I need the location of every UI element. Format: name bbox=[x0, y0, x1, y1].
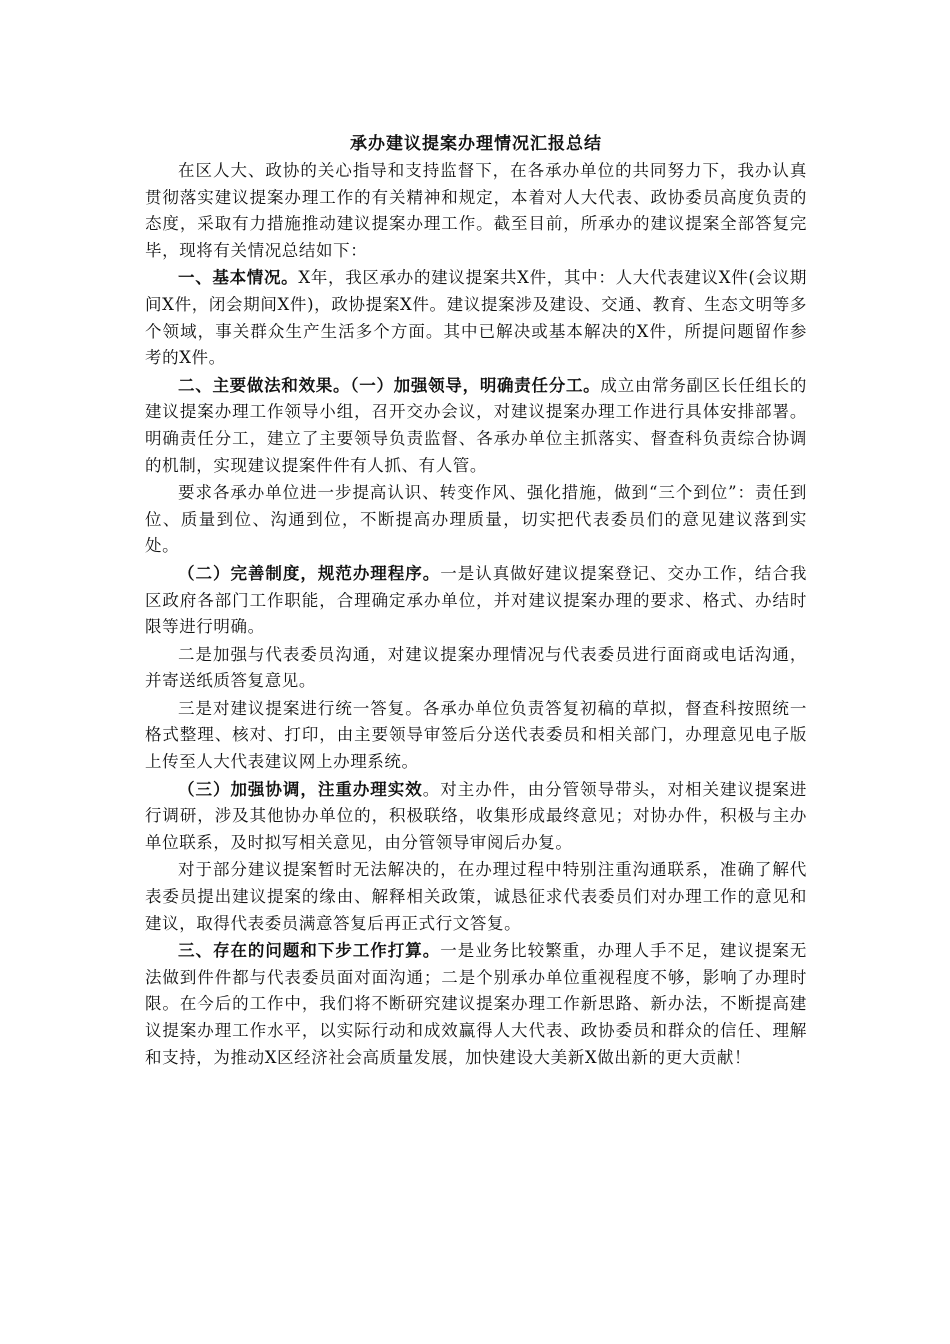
paragraph-basic-situation bbox=[145, 265, 807, 371]
document-title: 承办建议提案办理情况汇报总结 bbox=[350, 134, 602, 154]
paragraph-text: 一是认真做好建议提案登记、交办工作，结合我区政府各部门工作职能，合理确定承办单位，并对建议提案办理的要求、格式、办结时限等进行明确。 bbox=[145, 563, 808, 637]
paragraph-improve-system bbox=[145, 561, 807, 641]
paragraph-text: X年，我区承办的建议提案共X件，其中：人大代表建议X件(会议期间X件，闭会期间X件)，政协提案X件。建议提案涉及建设、交通、教育、生态文明等多个领域，事关群众生产生活多个方面。其中已解决或基本解决的X件，所提问题留作参考的X件。 bbox=[145, 268, 808, 368]
paragraph-text: 一是业务比较繁重，办理人手不足，建议提案无法做到件件都与代表委员面对面沟通；二是个别承办单位重视程度不够，影响了办理时限。在今后的工作中，我们将不断研究建议提案办理工作新思路、新办法，不断提高建议提案办理工作水平，以实际行动和成效赢得人大代表、政协委员和群众的信任、理解和支持，为推动X区经济社会高质量发展，加快建设大美新X做出新的更大贡献！ bbox=[145, 941, 808, 1067]
paragraph-communication bbox=[145, 642, 807, 695]
paragraph-unified-reply bbox=[145, 696, 807, 776]
paragraph-unresolved bbox=[145, 857, 807, 937]
paragraph-three-in-place bbox=[145, 480, 807, 560]
paragraph-lead: 二、主要做法和效果。（一）加强领导，明确责任分工。 bbox=[178, 375, 601, 395]
paragraph-lead: （三）加强协调，注重办理实效 bbox=[178, 779, 423, 799]
paragraph-intro bbox=[145, 158, 807, 264]
paragraph-text: 在区人大、政协的关心指导和支持监督下，在各承办单位的共同努力下，我办认真贯彻落实建议提案办理工作的有关精神和规定，本着对人大代表、政协委员高度负责的态度，采取有力措施推动建议提案办理工作。截至目前，所承办的建议提案全部答复完毕，现将有关情况总结如下： bbox=[145, 161, 807, 260]
paragraph-problems-plans bbox=[145, 938, 807, 1071]
paragraph-text: 对于部分建议提案暂时无法解决的，在办理过程中特别注重沟通联系，准确了解代表委员提出建议提案的缘由、解释相关政策，诚恳征求代表委员们对办理工作的意见和建议，取得代表委员满意答复后再正式行文答复。 bbox=[145, 860, 807, 933]
paragraph-lead: 三、存在的问题和下步工作打算。 bbox=[178, 941, 441, 961]
paragraph-lead: 一、基本情况。 bbox=[178, 268, 299, 288]
paragraph-text: 要求各承办单位进一步提高认识、转变作风、强化措施，做到“三个到位”：责任到位、质量到位、沟通到位，不断提高办理质量，切实把代表委员们的意见建议落到实处。 bbox=[145, 483, 807, 556]
paragraph-text: 二是加强与代表委员沟通，对建议提案办理情况与代表委员进行面商或电话沟通，并寄送纸质答复意见。 bbox=[145, 644, 807, 691]
paragraph-text: 成立由常务副区长任组长的建议提案办理工作领导小组，召开交办会议，对建议提案办理工作进行具体安排部署。明确责任分工，建立了主要领导负责监督、各承办单位主抓落实、督查科负责综合协调的机制，实现建议提案件件有人抓、有人管。 bbox=[145, 375, 808, 475]
document-body bbox=[145, 132, 807, 1072]
paragraph-main-practices bbox=[145, 373, 807, 479]
paragraph-lead: （二）完善制度，规范办理程序。 bbox=[178, 563, 441, 583]
paragraph-text: 三是对建议提案进行统一答复。各承办单位负责答复初稿的草拟，督查科按照统一格式整理、核对、打印，由主要领导审签后分送代表委员和相关部门，办理意见电子版上传至人大代表建议网上办理系统。 bbox=[145, 698, 807, 772]
paragraph-text: 。对主办件，由分管领导带头，对相关建议提案进行调研，涉及其他协办单位的，积极联络，收集形成最终意见；对协办件，积极与主办单位联系，及时拟写相关意见，由分管领导审阅后办复。 bbox=[145, 779, 807, 852]
paragraph-coordination bbox=[145, 777, 807, 857]
